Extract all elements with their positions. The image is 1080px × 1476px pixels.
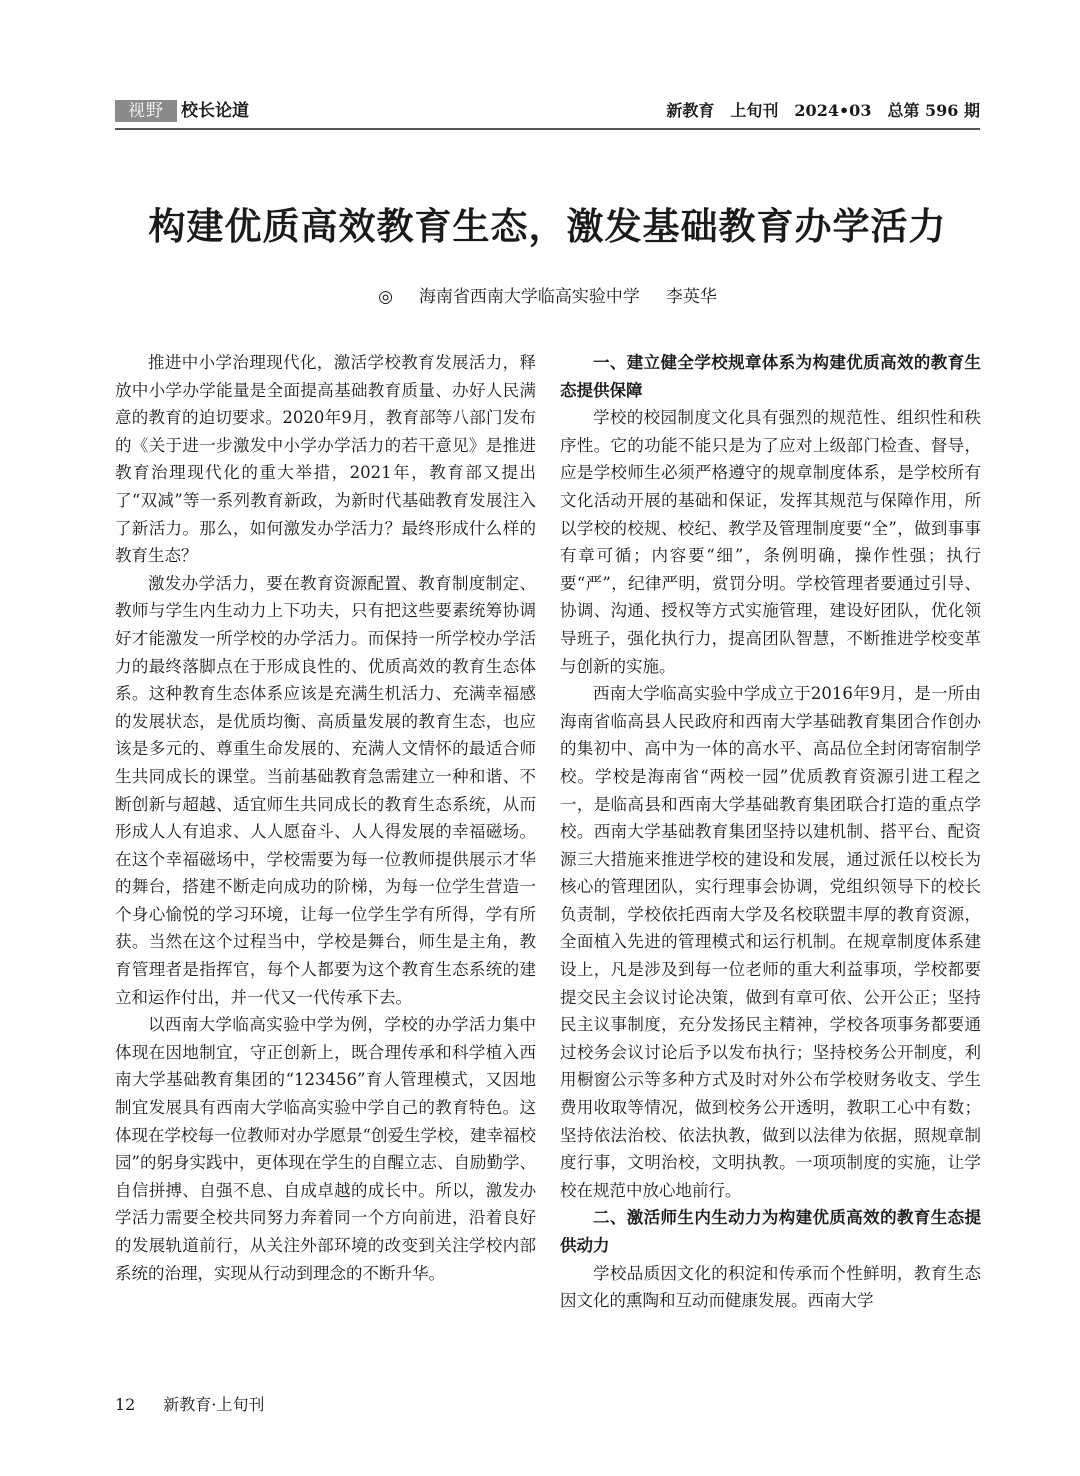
section-name: 校长论道 (181, 101, 249, 121)
section-heading: 一、建立健全学校规章体系为构建优质高效的教育生态提供保障 (560, 353, 981, 400)
edition-name: 上旬刊 (730, 101, 779, 120)
author-name: 李英华 (665, 287, 717, 307)
issue-date: 2024•03 (794, 101, 872, 120)
byline (80, 282, 1015, 307)
running-header (115, 98, 980, 128)
right-column (560, 349, 981, 1315)
journal-name: 新教育 (666, 101, 715, 120)
page-number: 12 (115, 1395, 136, 1414)
section-heading: 二、激活师生内生动力为构建优质高效的教育生态提供动力 (560, 1208, 981, 1255)
column-badge: 视野 (115, 100, 177, 122)
byline-mark: ◎ (378, 287, 393, 307)
issue-number: 总第 596 期 (887, 101, 980, 120)
paragraph: 西南大学临高实验中学成立于2016年9月，是一所由海南省临高县人民政府和西南大学基础教育集团合作创办的集初中、高中为一体的高水平、高品位全封闭寄宿制学校。学校是海南省“两校一园”优质教育资源引进工程之一，是临高县和西南大学基础教育集团联合打造的重点学校。西南大学基础教育集团坚持以建机制、搭平台、配资源三大措施来推进学校的建设和发展，通过派任以校长为核心的管理团队，实行理事会协调，党组织领导下的校长负责制，学校依托西南大学及名校联盟丰厚的教育资源，全面植入先进的管理模式和运行机制。在规章制度体系建设上，凡是涉及到每一位老师的重大利益事项，学校都要提交民主会议讨论决策，做到有章可依、公开公正；坚持民主议事制度，充分发扬民主精神，学校各项事务都要通过校务会议讨论后予以发布执行；坚持校务公开制度，利用橱窗公示等多种方式及时对外公布学校财务收支、学生费用收取等情况，做到校务公开透明，教职工心中有数；坚持依法治校、依法执教，做到以法律为依据，照规章制度行事，文明治校，文明执教。一项项制度的实施，让学校在规范中放心地前行。 (560, 684, 981, 1200)
page-footer (115, 1394, 264, 1416)
header-rule (115, 128, 980, 130)
paragraph: 推进中小学治理现代化，激活学校教育发展活力，释放中小学办学能量是全面提高基础教育质量、办好人民满意的教育的迫切要求。2020年9月，教育部等八部门发布的《关于进一步激发中小学办学活力的若干意见》是推进教育治理现代化的重大举措，2021年，教育部又提出了“双减”等一系列教育新政，为新时代基础教育发展注入了新活力。那么，如何激发办学活力？最终形成什么样的教育生态？ (115, 353, 536, 566)
article-title: 构建优质高效教育生态，激发基础教育办学活力 (148, 205, 947, 248)
left-column (115, 349, 536, 1287)
paragraph: 学校品质因文化的积淀和传承而个性鲜明，教育生态因文化的熏陶和互动而健康发展。西南大学 (560, 1263, 981, 1311)
paragraph: 以西南大学临高实验中学为例，学校的办学活力集中体现在因地制宜，守正创新上，既合理传承和科学植入西南大学基础教育集团的“123456”育人管理模式，又因地制宜发展具有西南大学临高实验中学自己的教育特色。这体现在学校每一位教师对办学愿景“创爱生学校，建幸福校园”的躬身实践中，更体现在学生的自醒立志、自励勤学、自信拼搏、自强不息、自成卓越的成长中。所以，激发办学活力需要全校共同努力奔着同一个方向前进，沿着良好的发展轨道前行，从关注外部环境的改变到关注学校内部系统的治理，实现从行动到理念的不断升华。 (115, 1015, 536, 1283)
paragraph: 学校的校园制度文化具有强烈的规范性、组织性和秩序性。它的功能不能只是为了应对上级部门检查、督导，应是学校师生必须严格遵守的规章制度体系，是学校所有文化活动开展的基础和保证，发挥其规范与保障作用，所以学校的校规、校纪、教学及管理制度要“全”，做到事事有章可循；内容要“细”，条例明确，操作性强；执行要“严”，纪律严明，赏罚分明。学校管理者要通过引导、协调、沟通、授权等方式实施管理，建设好团队，优化领导班子，强化执行力，提高团队智慧，不断推进学校变革与创新的实施。 (560, 408, 981, 676)
author-school: 海南省西南大学临高实验中学 (418, 287, 640, 307)
footer-journal: 新教育·上旬刊 (163, 1395, 265, 1414)
issue-info (650, 100, 980, 122)
paragraph: 激发办学活力，要在教育资源配置、教育制度制定、教师与学生内生动力上下功夫，只有把这些要素统筹协调好才能激发一所学校的办学活力。而保持一所学校办学活力的最终落脚点在于形成良性的、优质高效的教育生态体系。这种教育生态体系应该是充满生机活力、充满幸福感的发展状态，是优质均衡、高质量发展的教育生态，也应该是多元的、尊重生命发展的、充满人文情怀的最适合师生共同成长的课堂。当前基础教育急需建立一种和谐、不断创新与超越、适宜师生共同成长的教育生态系统，从而形成人人有追求、人人愿奋斗、人人得发展的幸福磁场。在这个幸福磁场中，学校需要为每一位教师提供展示才华的舞台，搭建不断走向成功的阶梯，为每一位学生营造一个身心愉悦的学习环境，让每一位学生学有所得，学有所获。当然在这个过程当中，学校是舞台，师生是主角，教育管理者是指挥官，每个人都要为这个教育生态系统的建立和运作付出，并一代又一代传承下去。 (115, 573, 536, 1007)
